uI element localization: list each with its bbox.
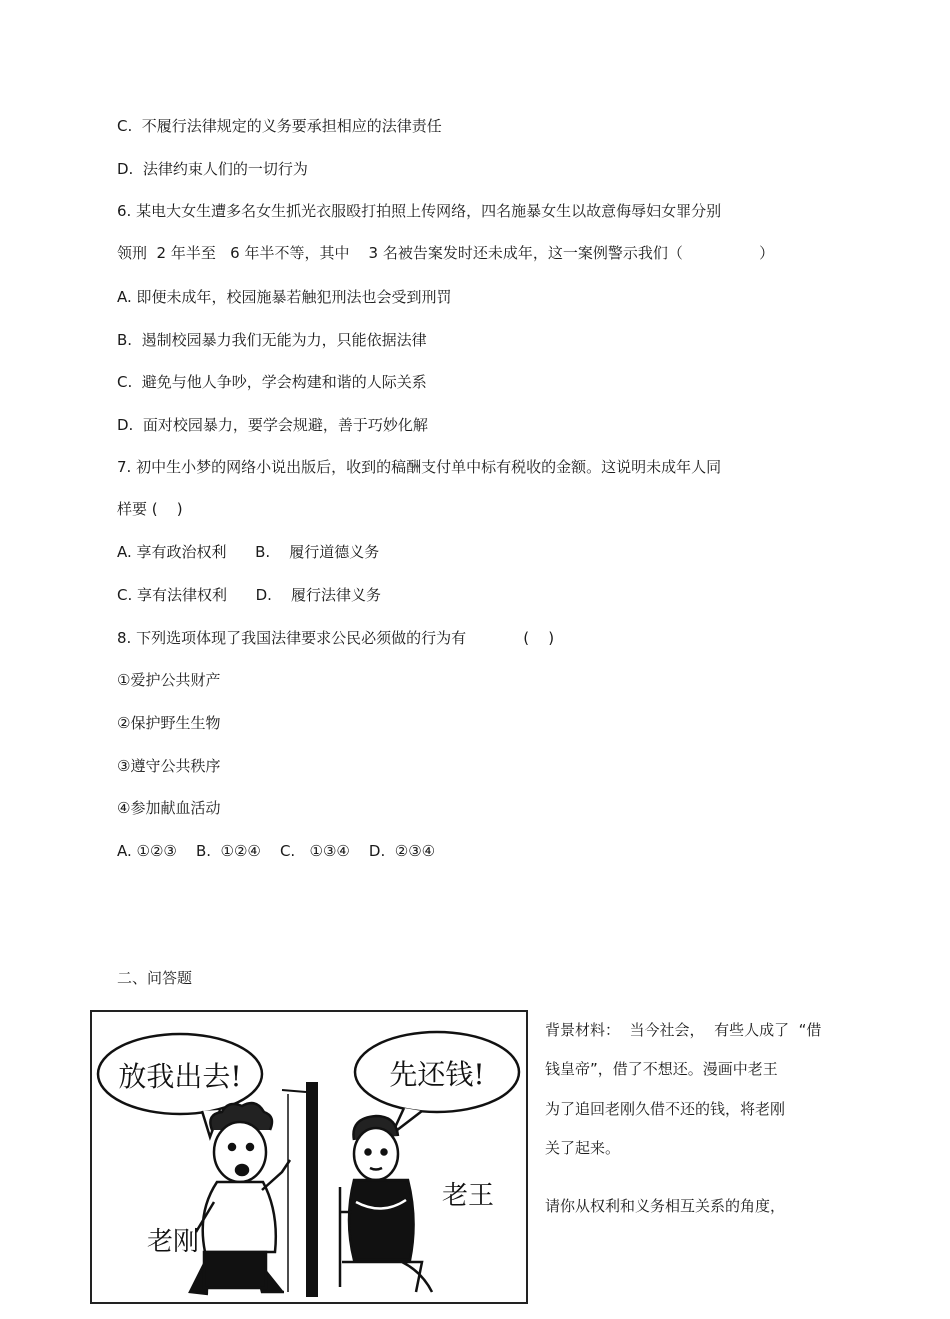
option-b-q6: B. 遏制校园暴力我们无能为力，只能依据法律	[117, 331, 427, 349]
option-d-q5: D. 法律约束人们的一切行为	[117, 160, 308, 178]
q8-item-2: ②保护野生生物	[117, 714, 221, 732]
options-cd-q7: C. 享有法律权利 D. 履行法律义务	[117, 586, 382, 604]
question-7-line1: 7. 初中生小梦的网络小说出版后，收到的稿酬支付单中标有税收的金额。这说明未成年人同	[117, 458, 722, 476]
question-7-line2: 样要 ( )	[117, 500, 183, 518]
material-line-4: 关了起来。	[545, 1139, 621, 1157]
question-6-line2: 领刑 2 年半至 6 年半不等，其中 3 名被告案发时还未成年，这一案例警示我们（ ）	[117, 244, 775, 262]
material-line-1: 背景材料： 当今社会， 有些人成了 “借	[545, 1021, 822, 1039]
bubble-left-text: 放我出去!	[118, 1060, 242, 1093]
option-d-q6: D. 面对校园暴力，要学会规避，善于巧妙化解	[117, 416, 428, 434]
figure-laogang	[190, 1103, 290, 1294]
material-line-5: 请你从权利和义务相互关系的角度，	[545, 1197, 786, 1215]
figure-laowang	[340, 1116, 432, 1292]
options-q8: A. ①②③ B. ①②④ C. ①③④ D. ②③④	[117, 842, 436, 860]
cartoon-illustration	[90, 1010, 528, 1304]
q8-item-1: ①爱护公共财产	[117, 671, 221, 689]
bubble-right-text: 先还钱!	[389, 1058, 485, 1091]
option-c-q5: C. 不履行法律规定的义务要承担相应的法律责任	[117, 117, 442, 135]
question-8: 8. 下列选项体现了我国法律要求公民必须做的行为有 ( )	[117, 629, 555, 647]
question-6-line1: 6. 某电大女生遭多名女生抓光衣服殴打拍照上传网络，四名施暴女生以故意侮辱妇女罪分别	[117, 202, 722, 220]
label-laogang: 老刚	[147, 1227, 200, 1257]
q8-item-3: ③遵守公共秩序	[117, 757, 221, 775]
options-ab-q7: A. 享有政治权利 B. 履行道德义务	[117, 543, 380, 561]
q8-item-4: ④参加献血活动	[117, 799, 221, 817]
section-title: 二、问答题	[117, 969, 193, 987]
label-laowang: 老王	[442, 1181, 495, 1211]
cartoon-drawing	[92, 1012, 526, 1302]
option-a-q6: A. 即便未成年，校园施暴若触犯刑法也会受到刑罚	[117, 288, 452, 306]
door-panel	[306, 1082, 318, 1297]
material-line-2: 钱皇帝”，借了不想还。漫画中老王	[545, 1060, 778, 1078]
material-line-3: 为了追回老刚久借不还的钱，将老刚	[545, 1100, 786, 1118]
option-c-q6: C. 避免与他人争吵，学会构建和谐的人际关系	[117, 373, 427, 391]
